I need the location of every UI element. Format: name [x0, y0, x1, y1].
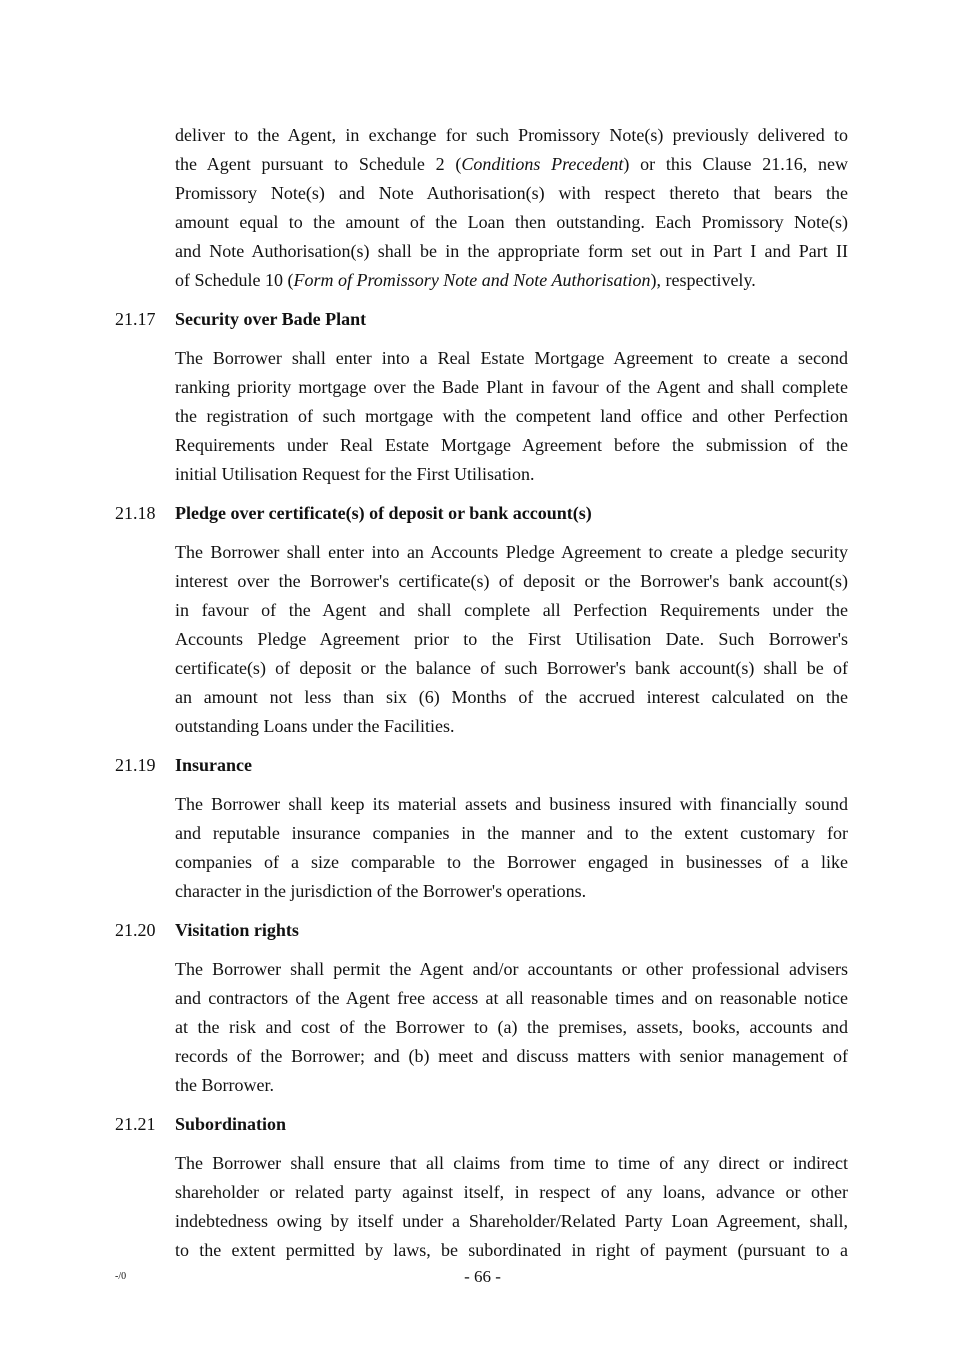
italic-reference: Form of Promissory Note and Note Authorisation [293, 270, 651, 290]
text-line: The Borrower shall ensure that all claims from time to time of any direct or indirect [175, 1153, 848, 1173]
footer-reference: -/0 [115, 1271, 127, 1282]
paragraph [175, 790, 848, 906]
clause-number: 21.19 [115, 755, 156, 775]
text-line: to the extent permitted by laws, be subordinated in right of payment (pursuant to a [175, 1240, 848, 1260]
text-line: The Borrower shall enter into an Accounts Pledge Agreement to create a pledge security [175, 542, 848, 562]
clause-number: 21.17 [115, 309, 156, 329]
clause-heading [115, 499, 848, 528]
text-line: amount equal to the amount of the Loan then outstanding. Each Promissory Note(s) [175, 212, 848, 232]
text-line: and Note Authorisation(s) shall be in the appropriate form set out in Part I and Part II [175, 241, 848, 261]
clause-heading [115, 305, 848, 334]
text-line: at the risk and cost of the Borrower to (a) the premises, assets, books, accounts and [175, 1017, 848, 1037]
clause-number: 21.18 [115, 503, 156, 523]
clause-heading [115, 1110, 848, 1139]
text-line: certificate(s) of deposit or the balance of such Borrower's bank account(s) shall be of [175, 658, 848, 678]
paragraph [175, 121, 848, 295]
text-line: the registration of such mortgage with the competent land office and other Perfection [175, 406, 848, 426]
clause-number: 21.21 [115, 1114, 156, 1134]
clause-title: Security over Bade Plant [175, 309, 367, 329]
text-segment: the Agent pursuant to Schedule 2 ( [175, 154, 462, 174]
clause-heading [115, 751, 848, 780]
text-line: records of the Borrower; and (b) meet and discuss matters with senior management of [175, 1046, 848, 1066]
clause-heading [115, 916, 848, 945]
text-line: outstanding Loans under the Facilities. [175, 716, 455, 736]
paragraph [175, 538, 848, 741]
text-line: an amount not less than six (6) Months of the accrued interest calculated on the [175, 687, 848, 707]
text-line: Promissory Note(s) and Note Authorisation(s) with respect thereto that bears the [175, 183, 848, 203]
text-line: shareholder or related party against itself, in respect of any loans, advance or other [175, 1182, 848, 1202]
clause-number: 21.20 [115, 920, 156, 940]
text-line: initial Utilisation Request for the First Utilisation. [175, 464, 535, 484]
text-line: companies of a size comparable to the Borrower engaged in businesses of a like [175, 852, 848, 872]
text-line: The Borrower shall enter into a Real Estate Mortgage Agreement to create a second [175, 348, 848, 368]
text-line: deliver to the Agent, in exchange for such Promissory Note(s) previously delivered to [175, 125, 848, 145]
text-segment: of Schedule 10 ( [175, 270, 294, 290]
italic-reference: Conditions Precedent [461, 154, 624, 174]
text-segment: ) or this Clause 21.16, new [623, 154, 848, 174]
text-line: indebtedness owing by itself under a Shareholder/Related Party Loan Agreement, shall, [175, 1211, 848, 1231]
text-line: and contractors of the Agent free access at all reasonable times and on reasonable notice [175, 988, 848, 1008]
paragraph [175, 1149, 848, 1265]
text-line [175, 266, 848, 295]
clause-title: Insurance [175, 755, 253, 775]
clause-title: Pledge over certificate(s) of deposit or bank account(s) [175, 503, 592, 523]
text-line: the Borrower. [175, 1075, 274, 1095]
text-line: Requirements under Real Estate Mortgage Agreement before the submission of the [175, 435, 848, 455]
paragraph [175, 955, 848, 1100]
document-body [115, 121, 848, 1275]
text-segment: ), respectively. [650, 270, 756, 290]
text-line: The Borrower shall keep its material assets and business insured with financially sound [175, 794, 848, 814]
text-line [175, 150, 848, 179]
text-line: and reputable insurance companies in the manner and to the extent customary for [175, 823, 848, 843]
clause-title: Subordination [175, 1114, 287, 1134]
text-line: character in the jurisdiction of the Borrower's operations. [175, 881, 587, 901]
text-line: Accounts Pledge Agreement prior to the First Utilisation Date. Such Borrower's [175, 629, 848, 649]
page-number: - 66 - [464, 1267, 501, 1286]
clause-title: Visitation rights [175, 920, 299, 940]
text-line: The Borrower shall permit the Agent and/or accountants or other professional advisers [175, 959, 848, 979]
text-line: interest over the Borrower's certificate(s) of deposit or the Borrower's bank account(s) [175, 571, 848, 591]
text-line: ranking priority mortgage over the Bade Plant in favour of the Agent and shall complete [175, 377, 848, 397]
text-line: in favour of the Agent and shall complete all Perfection Requirements under the [175, 600, 848, 620]
paragraph [175, 344, 848, 489]
